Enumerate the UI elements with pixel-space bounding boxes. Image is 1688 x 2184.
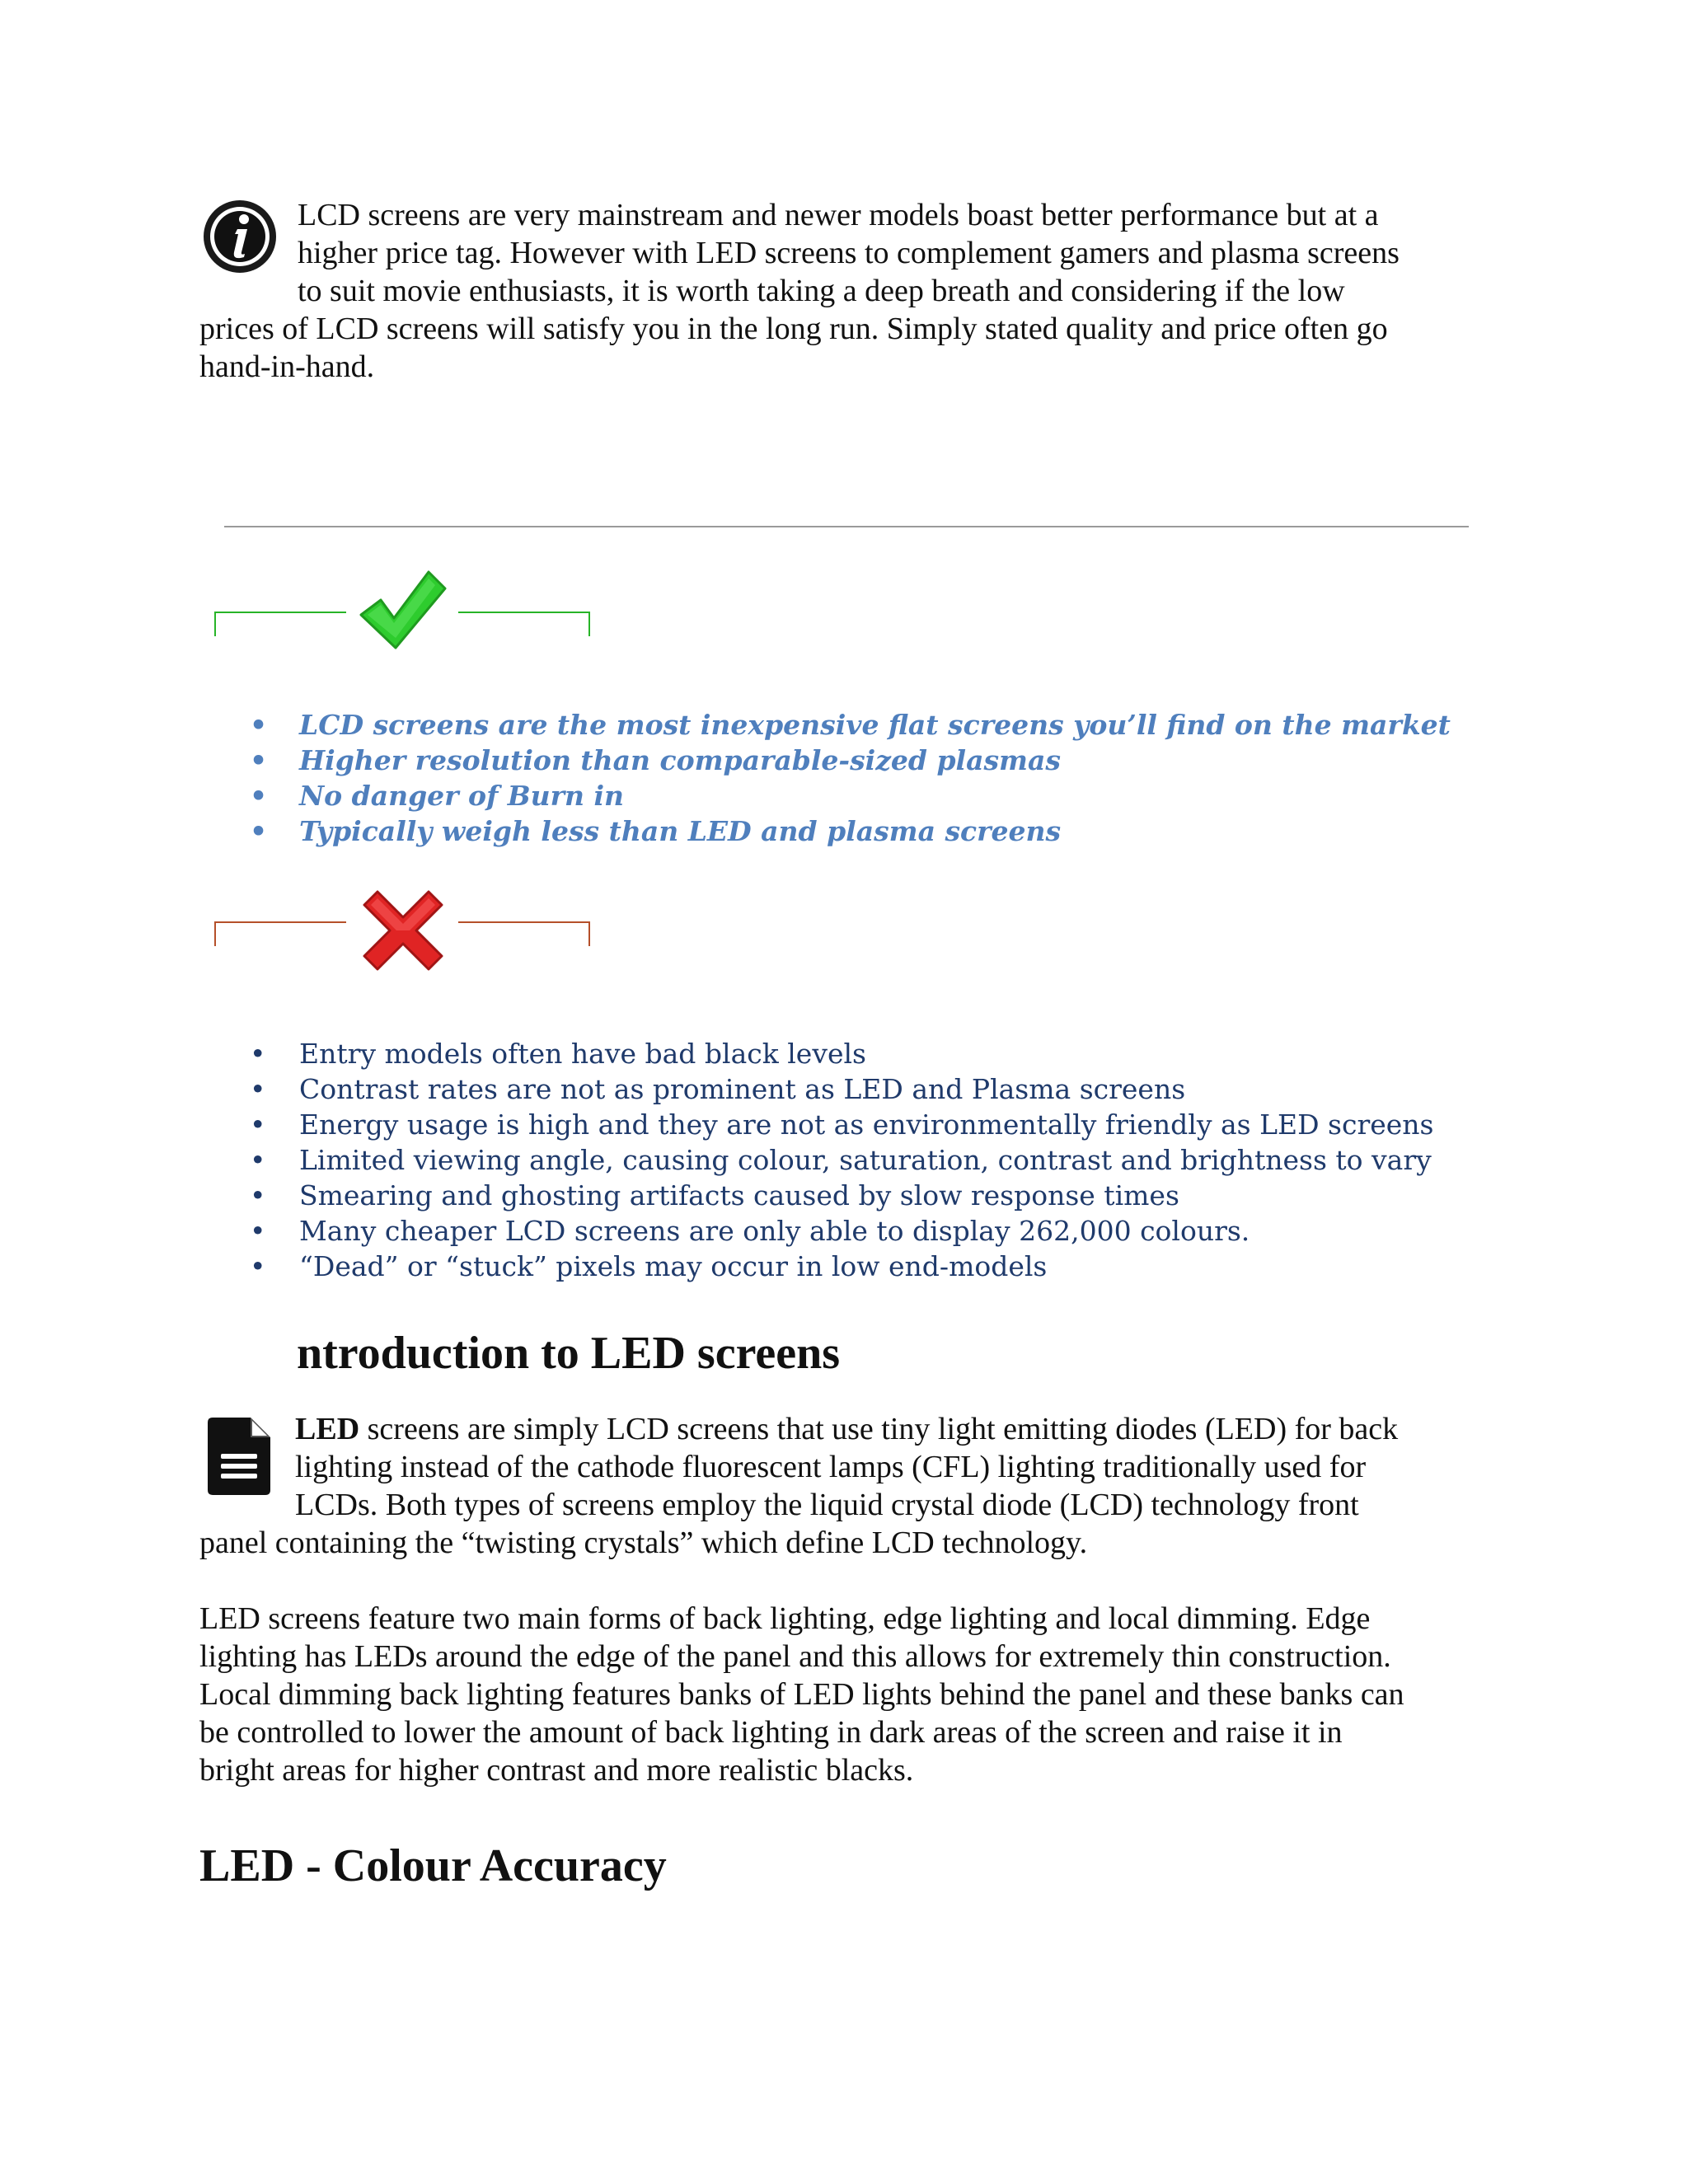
list-item: • “Dead” or “stuck” pixels may occur in low end-models	[250, 1250, 1048, 1282]
bullet: •	[250, 1108, 266, 1141]
cons-bracket-right	[458, 921, 590, 946]
backlight-line: be controlled to lower the amount of back lighting in dark areas of the screen and raise it in	[199, 1715, 1343, 1750]
bullet: •	[250, 709, 268, 741]
colour-accuracy-heading: LED - Colour Accuracy	[199, 1840, 667, 1891]
intro-line: LCD screens are very mainstream and newer models boast better performance but at a	[298, 198, 1379, 232]
backlight-line: lighting has LEDs around the edge of the panel and this allows for extremely thin construction.	[199, 1639, 1391, 1674]
checkmark-icon	[356, 567, 448, 653]
cons-list	[250, 1036, 1434, 1284]
backlight-line: LED screens feature two main forms of back lighting, edge lighting and local dimming. Edge	[199, 1601, 1371, 1636]
led-intro-line: panel containing the “twisting crystals” which define LCD technology.	[199, 1526, 1088, 1560]
backlight-line: bright areas for higher contrast and more realistic blacks.	[199, 1753, 914, 1788]
backlight-line: Local dimming back lighting features banks of LED lights behind the panel and these banks can	[199, 1677, 1404, 1712]
intro-line: hand-in-hand.	[199, 349, 375, 384]
led-intro-line: lighting instead of the cathode fluorescent lamps (CFL) lighting traditionally used for	[295, 1450, 1367, 1484]
list-item: • Higher resolution than comparable-sized plasmas	[250, 744, 1061, 776]
cons-bracket-left	[214, 921, 346, 946]
intro-line: to suit movie enthusiasts, it is worth taking a deep breath and considering if the low	[298, 274, 1345, 308]
bullet: •	[250, 1215, 266, 1247]
led-intro-paragraph	[0, 1410, 1398, 1562]
led-intro-line: LED screens are simply LCD screens that use tiny light emitting diodes (LED) for back	[295, 1412, 1399, 1446]
list-item: • Limited viewing angle, causing colour, saturation, contrast and brightness to vary	[250, 1144, 1432, 1176]
bullet: •	[250, 1250, 266, 1282]
pros-list	[250, 707, 1451, 849]
list-item: • Entry models often have bad black levels	[250, 1038, 866, 1070]
led-intro-heading: ntroduction to LED screens	[297, 1328, 841, 1379]
bullet: •	[250, 1144, 266, 1176]
bullet: •	[250, 780, 268, 812]
list-item: • Contrast rates are not as prominent as LED and Plasma screens	[250, 1073, 1186, 1105]
section-divider	[224, 526, 1469, 527]
list-item: • Many cheaper LCD screens are only able to display 262,000 colours.	[250, 1215, 1250, 1247]
pros-bracket-left	[214, 612, 346, 636]
list-item: • Smearing and ghosting artifacts caused by slow response times	[250, 1179, 1179, 1212]
bullet: •	[250, 1179, 266, 1212]
list-item: • LCD screens are the most inexpensive flat screens you’ll find on the market	[250, 709, 1451, 741]
intro-line: prices of LCD screens will satisfy you in the long run. Simply stated quality and price often go	[199, 312, 1388, 346]
led-intro-line: LCDs. Both types of screens employ the liquid crystal diode (LCD) technology front	[295, 1488, 1359, 1522]
list-item: • Typically weigh less than LED and plasma screens	[250, 815, 1062, 847]
intro-line: higher price tag. However with LED screens to complement gamers and plasma screens	[298, 236, 1400, 270]
intro-paragraph	[0, 196, 1400, 386]
bullet: •	[250, 744, 268, 776]
bullet: •	[250, 1038, 266, 1070]
led-bold-word: LED	[295, 1412, 360, 1446]
list-item: • No danger of Burn in	[250, 780, 625, 812]
bullet: •	[250, 815, 268, 847]
backlight-paragraph	[199, 1600, 1404, 1789]
cross-icon	[359, 887, 447, 974]
pros-bracket-right	[458, 612, 590, 636]
bullet: •	[250, 1073, 266, 1105]
list-item: • Energy usage is high and they are not as environmentally friendly as LED screens	[250, 1108, 1434, 1141]
